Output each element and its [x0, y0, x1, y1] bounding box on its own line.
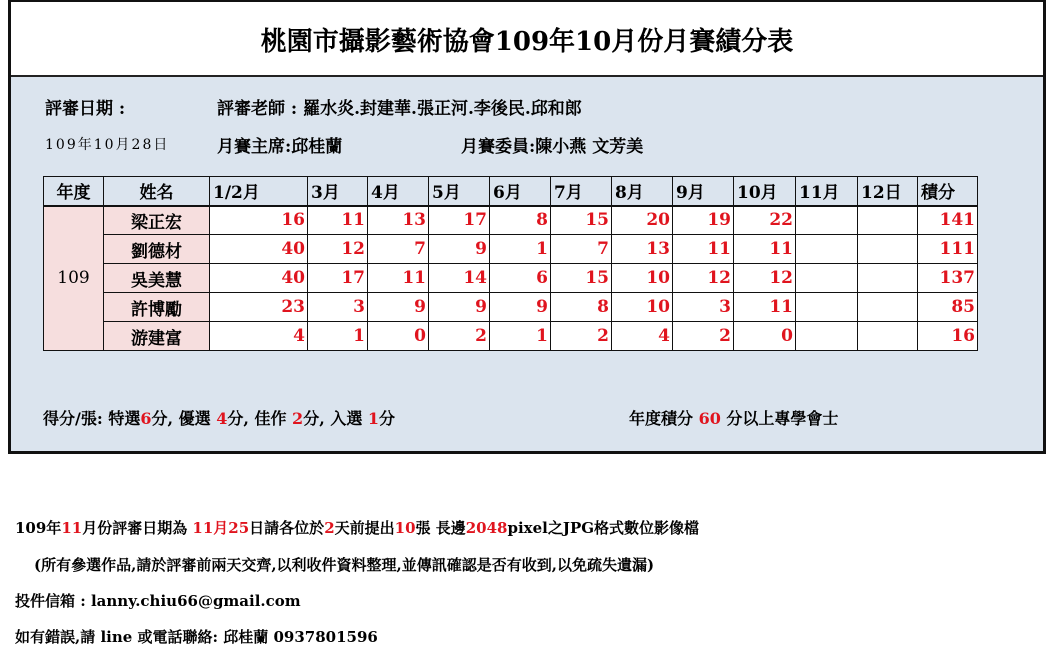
notice-value: 2	[324, 519, 335, 537]
table-row	[44, 206, 978, 235]
col-month: 3月	[308, 177, 368, 206]
score-cell: 23	[210, 293, 308, 322]
score-cell: 10	[612, 293, 673, 322]
submission-notice	[15, 517, 699, 538]
notice-part: pixel之JPG格式數位影像檔	[507, 519, 700, 537]
notice-part: 天前提出	[334, 519, 395, 537]
score-cell	[796, 293, 858, 322]
notice-part: 張 長邊	[415, 519, 466, 537]
score-cell	[858, 322, 918, 351]
score-cell: 2	[551, 322, 612, 351]
col-total: 積分	[918, 177, 978, 206]
score-cell	[796, 264, 858, 293]
table-header-row	[44, 177, 978, 206]
score-cell: 9	[429, 235, 490, 264]
score-cell: 16	[210, 206, 308, 235]
table-row	[44, 293, 978, 322]
score-rule-part: 分	[379, 409, 396, 428]
total-cell: 141	[918, 206, 978, 235]
score-cell: 20	[612, 206, 673, 235]
score-cell: 1	[490, 235, 551, 264]
score-cell: 17	[308, 264, 368, 293]
score-cell: 4	[210, 322, 308, 351]
sheet-title: 桃園市攝影藝術協會109年10月份月賽績分表	[11, 2, 1043, 77]
member-name: 許博勵	[104, 293, 210, 322]
member-name: 梁正宏	[104, 206, 210, 235]
score-cell: 11	[734, 293, 796, 322]
total-cell: 16	[918, 322, 978, 351]
judges-list: 評審老師 : 羅水炎.封建華.張正河.李後民.邱和郎	[217, 99, 582, 119]
col-month: 7月	[551, 177, 612, 206]
total-cell: 137	[918, 264, 978, 293]
score-cell: 2	[429, 322, 490, 351]
score-cell: 8	[551, 293, 612, 322]
score-cell: 40	[210, 264, 308, 293]
col-name: 姓名	[104, 177, 210, 206]
score-cell: 12	[308, 235, 368, 264]
score-cell: 14	[429, 264, 490, 293]
notice-value: 10	[394, 519, 416, 537]
score-cell: 3	[308, 293, 368, 322]
col-month: 8月	[612, 177, 673, 206]
score-cell: 13	[612, 235, 673, 264]
committee-members: 月賽委員:陳小燕 文芳美	[461, 137, 644, 157]
total-cell: 85	[918, 293, 978, 322]
score-cell: 13	[368, 206, 429, 235]
col-month: 10月	[734, 177, 796, 206]
score-table	[43, 176, 978, 351]
score-cell	[796, 322, 858, 351]
score-cell: 11	[308, 206, 368, 235]
judge-date-label: 評審日期 :	[45, 99, 126, 119]
member-name: 吳美慧	[104, 264, 210, 293]
score-rule-part: 分, 佳作	[227, 409, 293, 428]
score-cell	[796, 235, 858, 264]
score-cell: 1	[308, 322, 368, 351]
col-month: 1/2月	[210, 177, 308, 206]
score-rule-part: 得分/張: 特選	[43, 409, 141, 428]
member-name: 游建富	[104, 322, 210, 351]
col-year: 年度	[44, 177, 104, 206]
notice-part: 月份評審日期為	[82, 519, 193, 537]
submission-reminder: (所有參選作品,請於評審前兩天交齊,以利收件資料整理,並傳訊確認是否有收到,以免疏失遺漏)	[34, 556, 655, 574]
score-cell	[858, 264, 918, 293]
score-cell: 17	[429, 206, 490, 235]
col-month: 4月	[368, 177, 429, 206]
score-cell	[796, 206, 858, 235]
col-month: 6月	[490, 177, 551, 206]
notice-value: 11月25	[192, 519, 250, 537]
total-cell: 111	[918, 235, 978, 264]
score-cell: 22	[734, 206, 796, 235]
score-cell: 7	[551, 235, 612, 264]
score-cell: 15	[551, 264, 612, 293]
notice-part: 日請各位於	[249, 519, 325, 537]
score-cell: 12	[673, 264, 734, 293]
score-sheet-frame	[8, 0, 1046, 454]
col-month: 12日	[858, 177, 918, 206]
score-cell: 8	[490, 206, 551, 235]
col-month: 9月	[673, 177, 734, 206]
score-rule-text	[43, 406, 395, 429]
scholar-requirement	[629, 406, 838, 429]
table-row	[44, 322, 978, 351]
chair-person: 月賽主席:邱桂蘭	[217, 137, 343, 157]
scholar-value: 60	[698, 409, 721, 428]
score-cell: 9	[368, 293, 429, 322]
score-cell: 1	[490, 322, 551, 351]
score-rule-part: 分, 優選	[151, 409, 217, 428]
scholar-part: 年度積分	[629, 409, 699, 428]
notice-value: 11	[61, 519, 83, 537]
score-cell: 0	[368, 322, 429, 351]
col-month: 5月	[429, 177, 490, 206]
score-cell: 19	[673, 206, 734, 235]
member-name: 劉德材	[104, 235, 210, 264]
score-cell: 3	[673, 293, 734, 322]
score-cell: 0	[734, 322, 796, 351]
score-cell: 7	[368, 235, 429, 264]
score-rule-value: 6	[140, 409, 152, 428]
score-cell: 15	[551, 206, 612, 235]
score-cell: 10	[612, 264, 673, 293]
year-cell: 109	[44, 206, 104, 351]
scholar-part: 分以上專學會士	[720, 409, 839, 428]
score-cell: 6	[490, 264, 551, 293]
score-cell: 9	[429, 293, 490, 322]
score-rule-part: 分, 入選	[303, 409, 368, 428]
score-cell: 4	[612, 322, 673, 351]
score-cell: 11	[673, 235, 734, 264]
score-cell: 11	[734, 235, 796, 264]
score-cell: 11	[368, 264, 429, 293]
score-cell	[858, 293, 918, 322]
col-month: 11月	[796, 177, 858, 206]
notice-part: 109年	[15, 519, 62, 537]
score-cell: 2	[673, 322, 734, 351]
score-cell: 40	[210, 235, 308, 264]
score-cell	[858, 206, 918, 235]
score-cell: 12	[734, 264, 796, 293]
judge-date: 109年10月28日	[45, 137, 170, 153]
submission-email: 投件信箱 : lanny.chiu66@gmail.com	[15, 592, 301, 610]
contact-info: 如有錯誤,請 line 或電話聯絡: 邱桂蘭 0937801596	[15, 628, 378, 646]
score-cell: 9	[490, 293, 551, 322]
score-cell	[858, 235, 918, 264]
score-rule-value: 1	[367, 409, 380, 428]
score-rule-value: 2	[292, 409, 304, 428]
table-row	[44, 235, 978, 264]
table-row	[44, 264, 978, 293]
notice-value: 2048	[465, 519, 508, 537]
score-rule-value: 4	[216, 409, 228, 428]
